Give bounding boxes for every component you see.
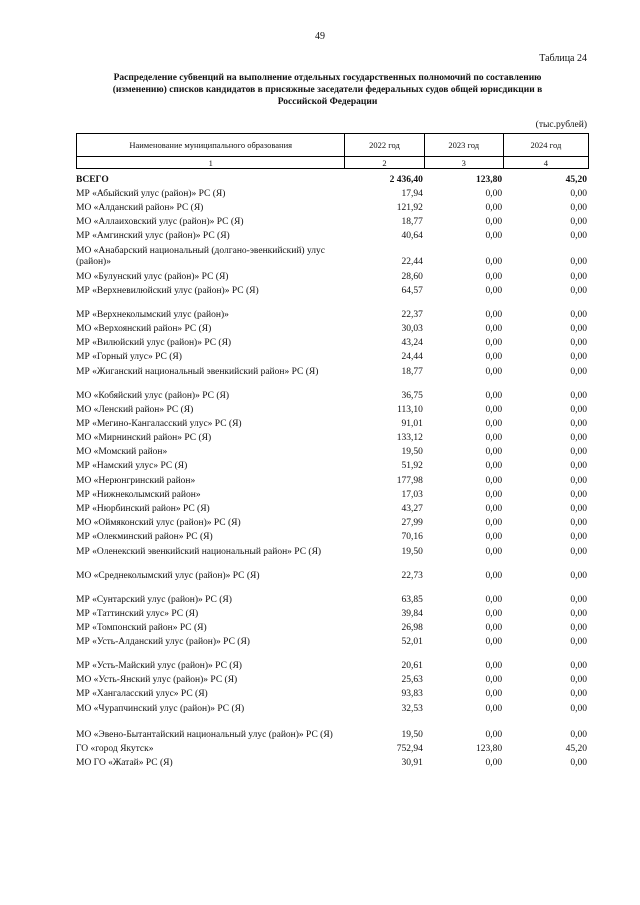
units-label: (тыс.рублей) <box>535 120 587 130</box>
municipality-name: МО «Булунский улус (район)» РС (Я) <box>76 271 229 282</box>
municipality-name: МР «Верхнеколымский улус (район)» <box>76 309 229 320</box>
table-row <box>76 321 589 335</box>
table-row <box>76 200 589 214</box>
header-2023: 2023 год <box>424 134 503 157</box>
value-2022: 51,92 <box>401 461 423 472</box>
value-2024: 0,00 <box>570 622 587 633</box>
value-2023: 0,00 <box>485 390 503 401</box>
value-2023: 0,00 <box>485 366 503 377</box>
value-2022: 32,53 <box>401 703 423 714</box>
table-row <box>76 269 589 283</box>
header-2024: 2024 год <box>503 134 588 157</box>
value-2023: 0,00 <box>485 257 503 268</box>
value-2023: 0,00 <box>485 518 503 529</box>
spacer-row <box>76 582 589 592</box>
value-2022 <box>346 558 425 568</box>
table-row <box>76 501 589 515</box>
value-2023: 123,80 <box>475 174 503 185</box>
value-2022: 19,50 <box>401 729 423 740</box>
value-2024: 0,00 <box>570 390 587 401</box>
municipality-name: ГО «город Якутск» <box>76 743 154 754</box>
table-row <box>76 544 589 558</box>
value-2022: 24,44 <box>401 352 423 363</box>
value-2023: 0,00 <box>485 608 503 619</box>
value-2022 <box>346 297 425 307</box>
municipality-name: МО «Ленский район» РС (Я) <box>76 404 194 415</box>
table-row <box>76 568 589 582</box>
municipality-name: МО «Верхоянский район» РС (Я) <box>76 323 212 334</box>
municipality-name: МР «Усть-Алданский улус (район)» РС (Я) <box>76 637 250 648</box>
municipality-name: МО «Момский район» <box>76 447 168 458</box>
value-2024: 0,00 <box>570 447 587 458</box>
value-2023: 0,00 <box>485 285 503 296</box>
value-2022: 30,91 <box>401 758 423 769</box>
municipality-name <box>76 582 346 592</box>
value-2023: 0,00 <box>485 217 503 228</box>
value-2022: 2 436,40 <box>389 174 423 185</box>
municipality-name: МР «Верхневилюйский улус (район)» РС (Я) <box>76 285 259 296</box>
value-2022 <box>346 582 425 592</box>
value-2024 <box>504 582 589 592</box>
municipality-name: МР «Усть-Майский улус (район)» РС (Я) <box>76 661 242 672</box>
municipality-name: МР «Горный улус» РС (Я) <box>76 352 182 363</box>
municipality-name: МО «Оймяконский улус (район)» РС (Я) <box>76 518 241 529</box>
value-2024: 0,00 <box>570 271 587 282</box>
value-2024: 0,00 <box>570 675 587 686</box>
value-2023 <box>425 558 504 568</box>
table-row <box>76 186 589 200</box>
value-2022: 26,98 <box>401 622 423 633</box>
value-2024: 0,00 <box>570 504 587 515</box>
table-row <box>76 307 589 321</box>
table-row <box>76 229 589 243</box>
header-2022: 2022 год <box>345 134 424 157</box>
municipality-name: МО «Нерюнгринский район» <box>76 475 196 486</box>
table-row <box>76 516 589 530</box>
value-2022: 19,50 <box>401 546 423 557</box>
value-2024: 0,00 <box>570 703 587 714</box>
table-row <box>76 673 589 687</box>
value-2023: 0,00 <box>485 594 503 605</box>
value-2023: 0,00 <box>485 637 503 648</box>
value-2023 <box>425 297 504 307</box>
value-2022: 28,60 <box>401 271 423 282</box>
table-row <box>76 283 589 297</box>
value-2022: 17,94 <box>401 188 423 199</box>
value-2022: 752,94 <box>396 743 423 754</box>
value-2023: 0,00 <box>485 504 503 515</box>
municipality-name: МР «Нюрбинский район» РС (Я) <box>76 504 210 515</box>
header-name: Наименование муниципального образования <box>77 134 345 157</box>
value-2023: 0,00 <box>485 675 503 686</box>
value-2022: 25,63 <box>401 675 423 686</box>
municipality-name: МО «Анабарский национальный (долгано-эвенкийский) улус (район)» <box>76 245 326 268</box>
value-2022: 177,98 <box>396 475 423 486</box>
value-2023: 0,00 <box>485 231 503 242</box>
value-2022: 20,61 <box>401 661 423 672</box>
column-number: 1 <box>77 157 345 169</box>
municipality-name: МО «Алданский район» РС (Я) <box>76 203 204 214</box>
value-2023: 0,00 <box>485 188 503 199</box>
value-2024: 0,00 <box>570 433 587 444</box>
value-2023: 0,00 <box>485 532 503 543</box>
value-2024: 0,00 <box>570 661 587 672</box>
data-table <box>76 172 589 770</box>
value-2022: 39,84 <box>401 608 423 619</box>
table-row <box>76 402 589 416</box>
table-row <box>76 658 589 672</box>
value-2022: 63,85 <box>401 594 423 605</box>
value-2023 <box>425 378 504 388</box>
table-row <box>76 388 589 402</box>
value-2023: 0,00 <box>485 447 503 458</box>
value-2023: 0,00 <box>485 418 503 429</box>
municipality-name: МР «Жиганский национальный эвенкийский район» РС (Я) <box>76 366 319 377</box>
value-2023: 0,00 <box>485 433 503 444</box>
municipality-name <box>76 558 346 568</box>
value-2024: 0,00 <box>570 608 587 619</box>
value-2024 <box>504 297 589 307</box>
value-2024: 0,00 <box>570 404 587 415</box>
value-2023: 0,00 <box>485 323 503 334</box>
spacer-row <box>76 558 589 568</box>
column-number: 2 <box>345 157 424 169</box>
value-2022: 52,01 <box>401 637 423 648</box>
value-2022: 40,64 <box>401 231 423 242</box>
municipality-name: МР «Таттинский улус» РС (Я) <box>76 608 199 619</box>
table-row <box>76 473 589 487</box>
municipality-name: МО «Мирнинский район» РС (Я) <box>76 433 212 444</box>
value-2023: 0,00 <box>485 309 503 320</box>
municipality-name: МР «Мегино-Кангаласский улус» РС (Я) <box>76 418 242 429</box>
column-number: 3 <box>424 157 503 169</box>
value-2024 <box>504 378 589 388</box>
municipality-name <box>76 649 346 659</box>
value-2024: 0,00 <box>570 489 587 500</box>
value-2024: 0,00 <box>570 475 587 486</box>
value-2024: 0,00 <box>570 532 587 543</box>
value-2023: 0,00 <box>485 546 503 557</box>
value-2024: 0,00 <box>570 285 587 296</box>
municipality-name: МР «Томпонский район» РС (Я) <box>76 622 207 633</box>
document-title: Распределение субвенций на выполнение отдельных государственных полномочий по составлению (изменению) списков кандидатов в присяжные заседатели федеральных судов общей юрисдикции в Российской Федерации <box>112 73 543 107</box>
value-2022: 113,10 <box>397 404 423 415</box>
value-2022: 22,44 <box>401 257 423 268</box>
table-row <box>76 335 589 349</box>
table-label: Таблица 24 <box>539 53 587 64</box>
value-2023: 123,80 <box>475 743 503 754</box>
table-row <box>76 701 589 715</box>
value-2024: 0,00 <box>570 323 587 334</box>
spacer-row <box>76 297 589 307</box>
value-2023: 0,00 <box>485 703 503 714</box>
value-2022: 64,57 <box>401 285 423 296</box>
value-2024: 0,00 <box>570 594 587 605</box>
value-2022: 30,03 <box>401 323 423 334</box>
table-row <box>76 741 589 755</box>
value-2024 <box>504 649 589 659</box>
value-2022: 93,83 <box>401 689 423 700</box>
value-2023: 0,00 <box>485 271 503 282</box>
municipality-name <box>76 297 346 307</box>
municipality-name: МР «Абыйский улус (район)» РС (Я) <box>76 188 226 199</box>
value-2023: 0,00 <box>485 404 503 415</box>
table-row <box>76 430 589 444</box>
municipality-name: МО «Эвено-Бытантайский национальный улус (район)» РС (Я) <box>76 729 333 740</box>
value-2022: 70,16 <box>401 532 423 543</box>
value-2022 <box>346 649 425 659</box>
municipality-name: МО «Чурапчинский улус (район)» РС (Я) <box>76 703 245 714</box>
value-2022: 18,77 <box>401 217 423 228</box>
value-2024 <box>504 558 589 568</box>
value-2022: 17,03 <box>401 489 423 500</box>
value-2022: 43,27 <box>401 504 423 515</box>
value-2022: 91,01 <box>401 418 423 429</box>
municipality-name: МО «Аллаиховский улус (район)» РС (Я) <box>76 217 244 228</box>
table-row <box>76 530 589 544</box>
municipality-name: МО «Кобяйский улус (район)» РС (Я) <box>76 390 229 401</box>
table-header <box>76 133 589 169</box>
page-number: 49 <box>315 31 325 42</box>
value-2023: 0,00 <box>485 352 503 363</box>
value-2022: 36,75 <box>401 390 423 401</box>
value-2024: 0,00 <box>570 231 587 242</box>
table-row <box>76 416 589 430</box>
value-2024: 0,00 <box>570 461 587 472</box>
municipality-name: МО ГО «Жатай» РС (Я) <box>76 758 173 769</box>
table-row <box>76 215 589 229</box>
value-2022 <box>346 378 425 388</box>
value-2023: 0,00 <box>485 338 503 349</box>
municipality-name: МР «Амгинский улус (район)» РС (Я) <box>76 231 230 242</box>
value-2023: 0,00 <box>485 689 503 700</box>
value-2022: 133,12 <box>396 433 423 444</box>
value-2022: 22,37 <box>401 309 423 320</box>
value-2024: 0,00 <box>570 758 587 769</box>
table-row <box>76 243 589 269</box>
value-2023 <box>425 649 504 659</box>
value-2024: 0,00 <box>570 570 587 581</box>
table-row <box>76 445 589 459</box>
table-row <box>76 592 589 606</box>
value-2022: 121,92 <box>396 203 423 214</box>
spacer-row <box>76 649 589 659</box>
value-2024: 0,00 <box>570 729 587 740</box>
value-2022: 43,24 <box>401 338 423 349</box>
value-2024: 45,20 <box>565 174 587 185</box>
value-2024: 0,00 <box>570 366 587 377</box>
table-row <box>76 687 589 701</box>
municipality-name: МР «Хангаласский улус» РС (Я) <box>76 689 208 700</box>
value-2023: 0,00 <box>485 758 503 769</box>
value-2024: 0,00 <box>570 637 587 648</box>
table-row <box>76 620 589 634</box>
value-2024: 0,00 <box>570 217 587 228</box>
value-2024: 0,00 <box>570 352 587 363</box>
municipality-name: МР «Оленекский эвенкийский национальный район» РС (Я) <box>76 546 322 557</box>
column-number: 4 <box>503 157 588 169</box>
table-row <box>76 364 589 378</box>
value-2022: 18,77 <box>401 366 423 377</box>
municipality-name: ВСЕГО <box>76 174 109 185</box>
value-2024: 0,00 <box>570 689 587 700</box>
municipality-name: МО «Усть-Янский улус (район)» РС (Я) <box>76 675 238 686</box>
value-2023: 0,00 <box>485 489 503 500</box>
value-2024: 0,00 <box>570 309 587 320</box>
table-row <box>76 715 589 741</box>
value-2024: 0,00 <box>570 518 587 529</box>
value-2023: 0,00 <box>485 475 503 486</box>
municipality-name: МР «Олекминский район» РС (Я) <box>76 532 213 543</box>
value-2022: 22,73 <box>401 570 423 581</box>
value-2022: 27,99 <box>401 518 423 529</box>
table-row <box>76 606 589 620</box>
value-2024: 0,00 <box>570 188 587 199</box>
municipality-name: МР «Сунтарский улус (район)» РС (Я) <box>76 594 232 605</box>
table-row <box>76 634 589 648</box>
municipality-name: МР «Вилюйский улус (район)» РС (Я) <box>76 338 232 349</box>
table-row <box>76 350 589 364</box>
value-2023: 0,00 <box>485 203 503 214</box>
municipality-name: МО «Среднеколымский улус (район)» РС (Я) <box>76 570 260 581</box>
value-2023: 0,00 <box>485 729 503 740</box>
spacer-row <box>76 378 589 388</box>
total-row <box>76 172 589 186</box>
value-2022: 19,50 <box>401 447 423 458</box>
municipality-name <box>76 378 346 388</box>
value-2023 <box>425 582 504 592</box>
value-2024: 0,00 <box>570 546 587 557</box>
table-row <box>76 487 589 501</box>
table-row <box>76 755 589 769</box>
value-2024: 0,00 <box>570 338 587 349</box>
value-2024: 45,20 <box>565 743 587 754</box>
value-2024: 0,00 <box>570 418 587 429</box>
value-2024: 0,00 <box>570 203 587 214</box>
value-2023: 0,00 <box>485 570 503 581</box>
value-2024: 0,00 <box>570 257 587 268</box>
municipality-name: МР «Намский улус» РС (Я) <box>76 461 188 472</box>
value-2023: 0,00 <box>485 661 503 672</box>
value-2023: 0,00 <box>485 622 503 633</box>
table-row <box>76 459 589 473</box>
municipality-name: МР «Нижнеколымский район» <box>76 489 201 500</box>
value-2023: 0,00 <box>485 461 503 472</box>
